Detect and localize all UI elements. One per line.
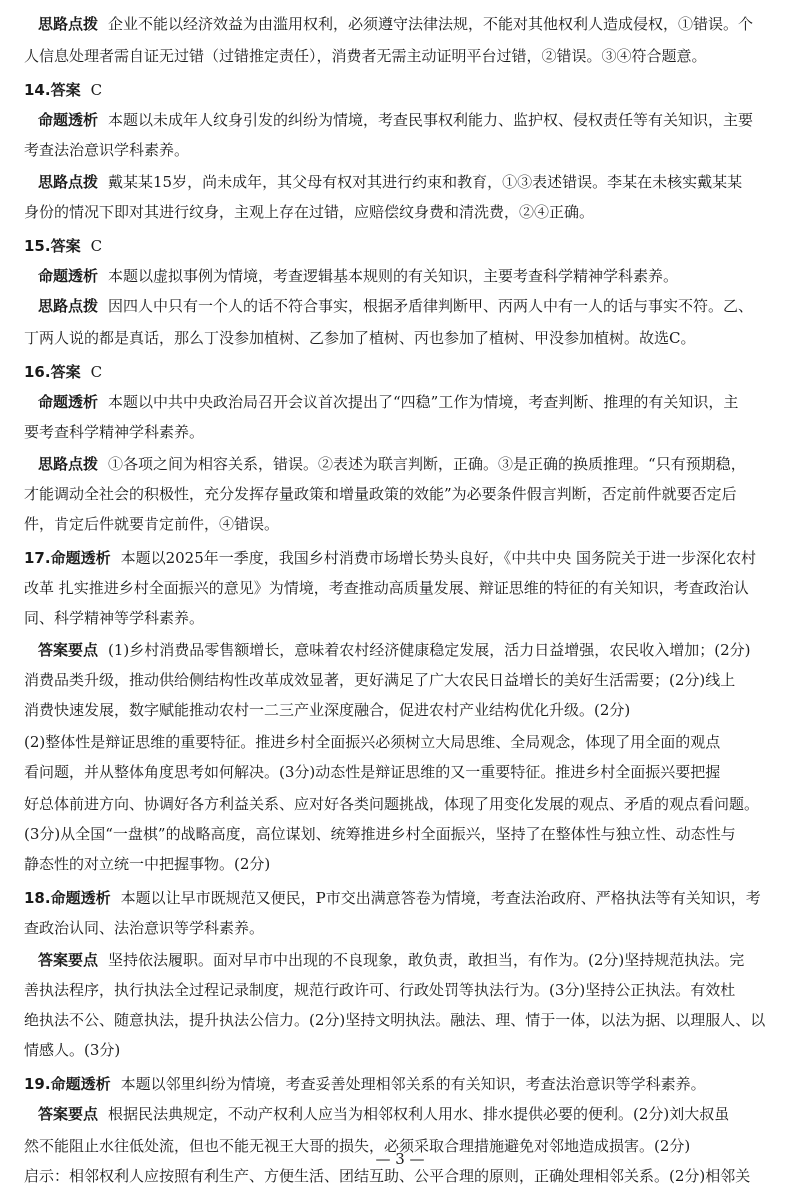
section-label: 答案	[50, 363, 81, 381]
section-label: 答案	[50, 81, 81, 99]
text-line	[24, 46, 786, 66]
line-text: 然不能阻止水往低处流，但也不能无视王大哥的损失，必须采取合理措施避免对邻地造成损害。(2分)	[24, 1137, 691, 1155]
question-number: 14.	[24, 81, 51, 99]
line-text: 本题以虚拟事例为情境，考查逻辑基本规则的有关知识，主要考查科学精神学科素养。	[108, 267, 679, 285]
line-text: 启示：相邻权利人应按照有利生产、方便生活、团结互助、公平合理的原则，正确处理相邻关系。(2分)相邻关	[24, 1167, 751, 1185]
text-line	[24, 762, 786, 782]
question-number: 19.	[24, 1075, 51, 1093]
line-text: ①各项之间为相容关系，错误。②表述为联言判断，正确。③是正确的换质推理。“只有预期稳，	[108, 455, 746, 473]
text-line	[38, 110, 786, 130]
text-line	[24, 1074, 786, 1094]
text-line	[24, 1040, 786, 1060]
text-line	[24, 362, 786, 382]
text-line	[24, 328, 786, 348]
line-text: 本题以邻里纠纷为情境，考查妥善处理相邻关系的有关知识，考查法治意识等学科素养。	[120, 1075, 706, 1093]
line-text: (3分)从全国“一盘棋”的战略高度，高位谋划、统筹推进乡村全面振兴，坚持了在整体性与独立性、动态性与	[24, 825, 736, 843]
text-line	[24, 422, 786, 442]
text-line	[38, 392, 786, 412]
text-line	[24, 484, 786, 504]
text-line	[38, 172, 786, 192]
line-text: 本题以中共中央政治局召开会议首次提出了“四稳”工作为情境，考查判断、推理的有关知识，主	[108, 393, 739, 411]
page-number: — 3 —	[375, 1150, 425, 1168]
section-label: 思路点拨	[38, 15, 99, 33]
line-text: 本题以让早市既规范又便民，P市交出满意答卷为情境，考查法治政府、严格执法等有关知识，考	[120, 889, 761, 907]
line-text: (2)整体性是辩证思维的重要特征。推进乡村全面振兴必须树立大局思维、全局观念，体现了用全面的观点	[24, 733, 721, 751]
text-line	[24, 578, 786, 598]
line-text: 件，肯定后件就要肯定前件，④错误。	[24, 515, 280, 533]
line-text: 坚持依法履职。面对早市中出现的不良现象，敢负责，敢担当，有作为。(2分)坚持规范执法。完	[108, 951, 745, 969]
section-label: 命题透析	[50, 889, 111, 907]
line-text: 才能调动全社会的积极性，充分发挥存量政策和增量政策的效能”为必要条件假言判断，否定前件就要否定后	[24, 485, 737, 503]
section-label: 命题透析	[38, 267, 99, 285]
line-text: C	[90, 81, 103, 99]
text-line	[38, 14, 786, 34]
text-line	[24, 854, 786, 874]
question-number: 16.	[24, 363, 51, 381]
question-number: 17.	[24, 549, 51, 567]
text-line	[24, 548, 786, 568]
text-line	[24, 670, 786, 690]
line-text: 情感人。(3分)	[24, 1041, 121, 1059]
text-line	[38, 454, 786, 474]
line-text: 戴某某15岁，尚未成年，其父母有权对其进行约束和教育，①③表述错误。李某在未核实戴某某	[108, 173, 743, 191]
text-line	[24, 514, 786, 534]
line-text: 考查法治意识学科素养。	[24, 141, 190, 159]
line-text: 企业不能以经济效益为由滥用权利，必须遵守法律法规，不能对其他权利人造成侵权，①错误。个	[108, 15, 754, 33]
text-line	[24, 236, 786, 256]
section-label: 思路点拨	[38, 173, 99, 191]
question-number: 15.	[24, 237, 51, 255]
line-text: 消费快速发展，数字赋能推动农村一二三产业深度融合，促进农村产业结构优化升级。(2分)	[24, 701, 631, 719]
line-text: 本题以2025年一季度，我国乡村消费市场增长势头良好，《中共中央 国务院关于进一步深化农村	[120, 549, 757, 567]
line-text: 改革 扎实推进乡村全面振兴的意见》为情境，考查推动高质量发展、辩证思维的特征的有关知识，考查政治认	[24, 579, 749, 597]
section-label: 思路点拨	[38, 455, 99, 473]
text-line	[38, 1104, 786, 1124]
text-line	[24, 888, 786, 908]
line-text: (1)乡村消费品零售额增长，意味着农村经济健康稳定发展，活力日益增强，农民收入增加；(2分)	[108, 641, 751, 659]
section-label: 命题透析	[38, 393, 99, 411]
section-label: 答案要点	[38, 641, 99, 659]
text-line	[24, 794, 786, 814]
text-line	[24, 202, 786, 222]
section-label: 命题透析	[50, 549, 111, 567]
line-text: 丁两人说的都是真话，那么丁没参加植树、乙参加了植树、丙也参加了植树、甲没参加植树。故选C。	[24, 329, 696, 347]
question-number: 18.	[24, 889, 51, 907]
line-text: 根据民法典规定，不动产权利人应当为相邻权利人用水、排水提供必要的便利。(2分)刘大叔虽	[108, 1105, 730, 1123]
section-label: 答案要点	[38, 951, 99, 969]
section-label: 命题透析	[50, 1075, 111, 1093]
line-text: 要考查科学精神学科素养。	[24, 423, 205, 441]
section-label: 命题透析	[38, 111, 99, 129]
line-text: C	[90, 237, 103, 255]
text-line	[24, 80, 786, 100]
line-text: 人信息处理者需自证无过错（过错推定责任），消费者无需主动证明平台过错，②错误。③④符合题意。	[24, 47, 707, 65]
text-line	[24, 732, 786, 752]
text-line	[24, 980, 786, 1000]
text-line	[24, 608, 786, 628]
line-text: 看问题，并从整体角度思考如何解决。(3分)动态性是辩证思维的又一重要特征。推进乡村全面振兴要把握	[24, 763, 721, 781]
line-text: 同、科学精神等学科素养。	[24, 609, 205, 627]
line-text: 好总体前进方向、协调好各方利益关系、应对好各类问题挑战，体现了用变化发展的观点、矛盾的观点看问题。	[24, 795, 760, 813]
text-line	[24, 1010, 786, 1030]
line-text: 查政治认同、法治意识等学科素养。	[24, 919, 265, 937]
line-text: 静态性的对立统一中把握事物。(2分)	[24, 855, 271, 873]
text-line	[24, 140, 786, 160]
section-label: 思路点拨	[38, 297, 99, 315]
section-label: 答案	[50, 237, 81, 255]
line-text: 绝执法不公、随意执法，提升执法公信力。(2分)坚持文明执法。融法、理、情于一体，以法为据、以理服人、以	[24, 1011, 766, 1029]
section-label: 答案要点	[38, 1105, 99, 1123]
text-line	[24, 918, 786, 938]
text-line	[24, 700, 786, 720]
text-line	[24, 824, 786, 844]
text-line	[38, 950, 786, 970]
line-text: 因四人中只有一个人的话不符合事实，根据矛盾律判断甲、丙两人中有一人的话与事实不符。乙、	[108, 297, 754, 315]
line-text: 身份的情况下即对其进行纹身，主观上存在过错，应赔偿纹身费和清洗费，②④正确。	[24, 203, 595, 221]
line-text: 消费品类升级，推动供给侧结构性改革成效显著，更好满足了广大农民日益增长的美好生活需要；(2分)线上	[24, 671, 736, 689]
line-text: C	[90, 363, 103, 381]
text-line	[38, 640, 786, 660]
text-line	[24, 1166, 786, 1186]
line-text: 善执法程序，执行执法全过程记录制度，规范行政许可、行政处罚等执法行为。(3分)坚持公正执法。有效杜	[24, 981, 736, 999]
text-line	[38, 296, 786, 316]
line-text: 本题以未成年人纹身引发的纠纷为情境，考查民事权利能力、监护权、侵权责任等有关知识，主要	[108, 111, 754, 129]
text-line	[38, 266, 786, 286]
